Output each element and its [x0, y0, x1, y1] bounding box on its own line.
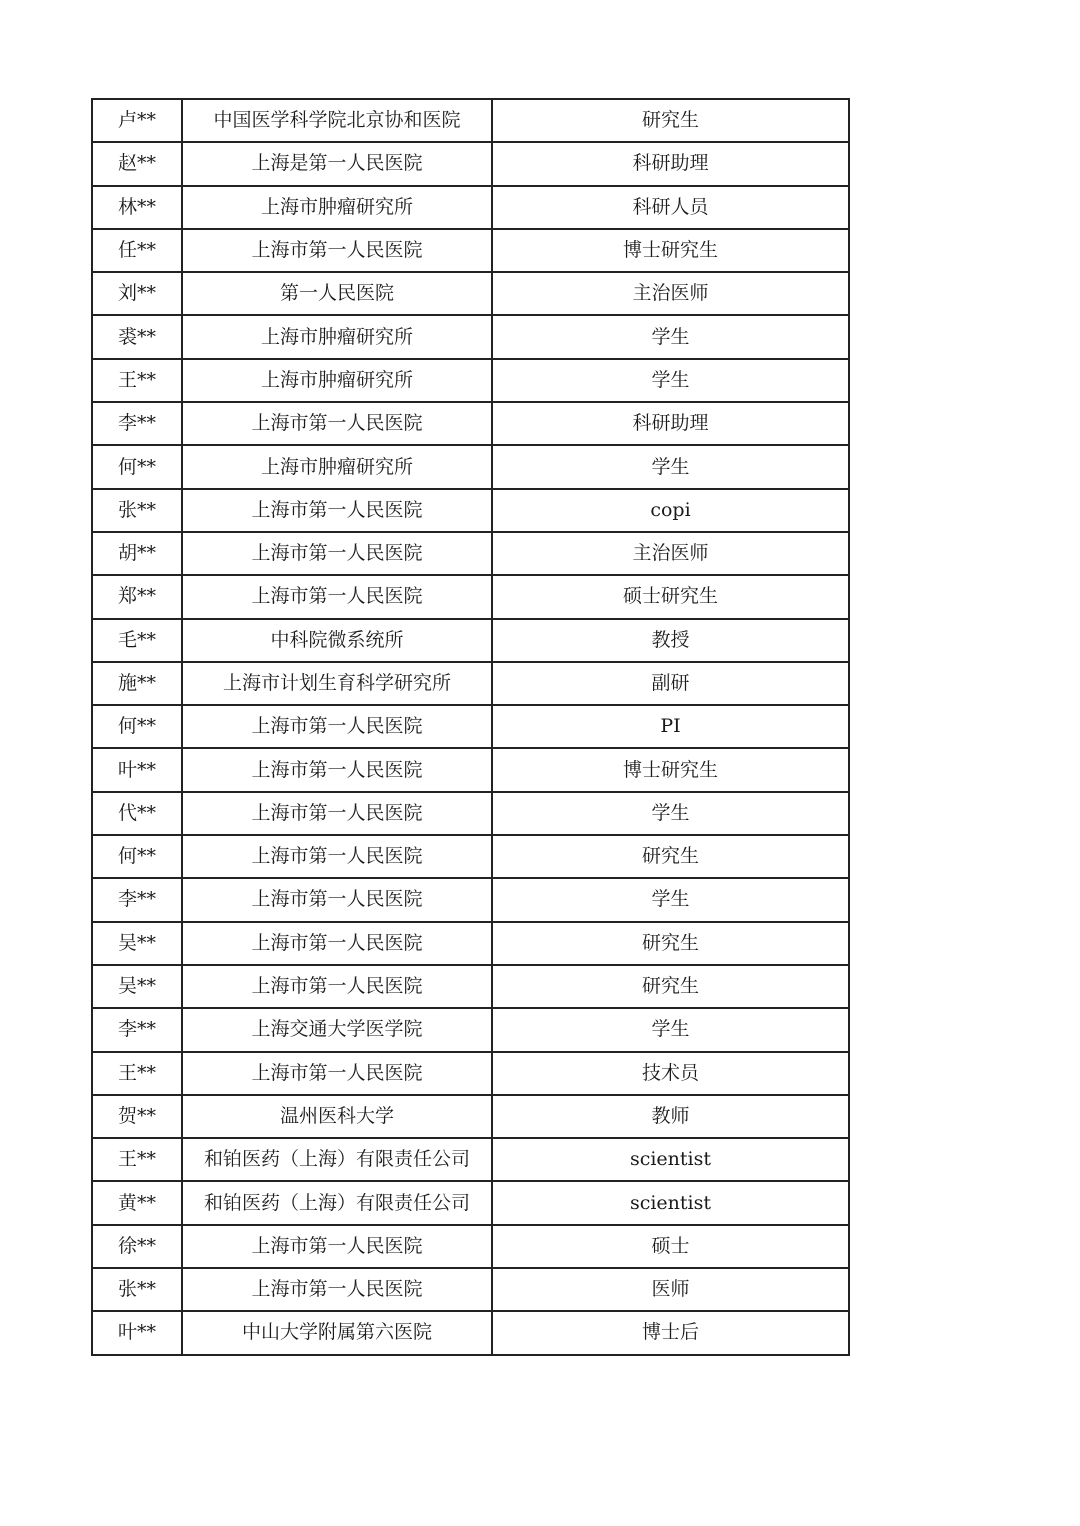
institution-cell: 中山大学附属第六医院 [182, 1311, 492, 1354]
table-row [92, 575, 849, 618]
table-row [92, 1268, 849, 1311]
table-row [92, 532, 849, 575]
name-cell: 郑** [92, 575, 182, 618]
table-row [92, 748, 849, 791]
table-row [92, 359, 849, 402]
name-cell: 叶** [92, 748, 182, 791]
institution-cell: 上海市第一人民医院 [182, 792, 492, 835]
position-cell: 科研助理 [492, 142, 849, 185]
name-cell: 施** [92, 662, 182, 705]
institution-cell: 上海市肿瘤研究所 [182, 315, 492, 358]
name-cell: 赵** [92, 142, 182, 185]
name-cell: 王** [92, 1052, 182, 1095]
position-cell: 技术员 [492, 1052, 849, 1095]
table-row [92, 99, 849, 142]
table-row [92, 705, 849, 748]
name-cell: 何** [92, 445, 182, 488]
position-cell: 博士后 [492, 1311, 849, 1354]
position-cell: 博士研究生 [492, 748, 849, 791]
table-row [92, 489, 849, 532]
institution-cell: 上海市第一人民医院 [182, 922, 492, 965]
name-cell: 张** [92, 1268, 182, 1311]
position-cell: 学生 [492, 1008, 849, 1051]
name-cell: 王** [92, 1138, 182, 1181]
name-cell: 张** [92, 489, 182, 532]
table-row [92, 1311, 849, 1354]
institution-cell: 上海市第一人民医院 [182, 835, 492, 878]
institution-cell: 上海市第一人民医院 [182, 965, 492, 1008]
institution-cell: 和铂医药（上海）有限责任公司 [182, 1181, 492, 1224]
table-row [92, 142, 849, 185]
position-cell: 主治医师 [492, 272, 849, 315]
participant-table [91, 98, 850, 1356]
name-cell: 何** [92, 835, 182, 878]
institution-cell: 第一人民医院 [182, 272, 492, 315]
institution-cell: 上海市肿瘤研究所 [182, 445, 492, 488]
institution-cell: 中科院微系统所 [182, 619, 492, 662]
table-row [92, 1008, 849, 1051]
name-cell: 李** [92, 402, 182, 445]
position-cell: 学生 [492, 445, 849, 488]
position-cell: scientist [492, 1181, 849, 1224]
position-cell: scientist [492, 1138, 849, 1181]
table-row [92, 662, 849, 705]
table-row [92, 229, 849, 272]
table-row [92, 1095, 849, 1138]
institution-cell: 上海市第一人民医院 [182, 489, 492, 532]
position-cell: 学生 [492, 878, 849, 921]
institution-cell: 上海市第一人民医院 [182, 748, 492, 791]
name-cell: 徐** [92, 1225, 182, 1268]
name-cell: 李** [92, 1008, 182, 1051]
institution-cell: 上海市第一人民医院 [182, 532, 492, 575]
institution-cell: 上海市第一人民医院 [182, 878, 492, 921]
table-row [92, 445, 849, 488]
institution-cell: 上海市第一人民医院 [182, 1225, 492, 1268]
institution-cell: 和铂医药（上海）有限责任公司 [182, 1138, 492, 1181]
table-row [92, 619, 849, 662]
position-cell: 硕士研究生 [492, 575, 849, 618]
position-cell: 研究生 [492, 835, 849, 878]
name-cell: 胡** [92, 532, 182, 575]
position-cell: 学生 [492, 315, 849, 358]
name-cell: 裘** [92, 315, 182, 358]
name-cell: 叶** [92, 1311, 182, 1354]
table-row [92, 272, 849, 315]
table-row [92, 1052, 849, 1095]
table-row [92, 1225, 849, 1268]
institution-cell: 上海市计划生育科学研究所 [182, 662, 492, 705]
position-cell: 教授 [492, 619, 849, 662]
table-row [92, 402, 849, 445]
institution-cell: 温州医科大学 [182, 1095, 492, 1138]
name-cell: 毛** [92, 619, 182, 662]
position-cell: 副研 [492, 662, 849, 705]
institution-cell: 上海市肿瘤研究所 [182, 186, 492, 229]
name-cell: 吴** [92, 922, 182, 965]
institution-cell: 上海市第一人民医院 [182, 229, 492, 272]
position-cell: 科研人员 [492, 186, 849, 229]
institution-cell: 上海市肿瘤研究所 [182, 359, 492, 402]
name-cell: 林** [92, 186, 182, 229]
position-cell: PI [492, 705, 849, 748]
institution-cell: 上海市第一人民医院 [182, 1268, 492, 1311]
name-cell: 王** [92, 359, 182, 402]
table-row [92, 835, 849, 878]
name-cell: 李** [92, 878, 182, 921]
institution-cell: 中国医学科学院北京协和医院 [182, 99, 492, 142]
institution-cell: 上海市第一人民医院 [182, 575, 492, 618]
position-cell: 医师 [492, 1268, 849, 1311]
position-cell: 学生 [492, 792, 849, 835]
position-cell: 教师 [492, 1095, 849, 1138]
name-cell: 任** [92, 229, 182, 272]
position-cell: 博士研究生 [492, 229, 849, 272]
table-row [92, 792, 849, 835]
institution-cell: 上海是第一人民医院 [182, 142, 492, 185]
table-row [92, 186, 849, 229]
position-cell: 学生 [492, 359, 849, 402]
position-cell: 主治医师 [492, 532, 849, 575]
position-cell: 研究生 [492, 965, 849, 1008]
name-cell: 刘** [92, 272, 182, 315]
name-cell: 吴** [92, 965, 182, 1008]
institution-cell: 上海市第一人民医院 [182, 402, 492, 445]
table-row [92, 965, 849, 1008]
name-cell: 何** [92, 705, 182, 748]
table-row [92, 315, 849, 358]
position-cell: copi [492, 489, 849, 532]
table-body [92, 99, 849, 1355]
table-row [92, 1138, 849, 1181]
institution-cell: 上海市第一人民医院 [182, 1052, 492, 1095]
position-cell: 研究生 [492, 922, 849, 965]
name-cell: 贺** [92, 1095, 182, 1138]
table-row [92, 1181, 849, 1224]
position-cell: 硕士 [492, 1225, 849, 1268]
position-cell: 研究生 [492, 99, 849, 142]
table-row [92, 878, 849, 921]
name-cell: 代** [92, 792, 182, 835]
name-cell: 卢** [92, 99, 182, 142]
name-cell: 黄** [92, 1181, 182, 1224]
table-row [92, 922, 849, 965]
institution-cell: 上海交通大学医学院 [182, 1008, 492, 1051]
institution-cell: 上海市第一人民医院 [182, 705, 492, 748]
position-cell: 科研助理 [492, 402, 849, 445]
